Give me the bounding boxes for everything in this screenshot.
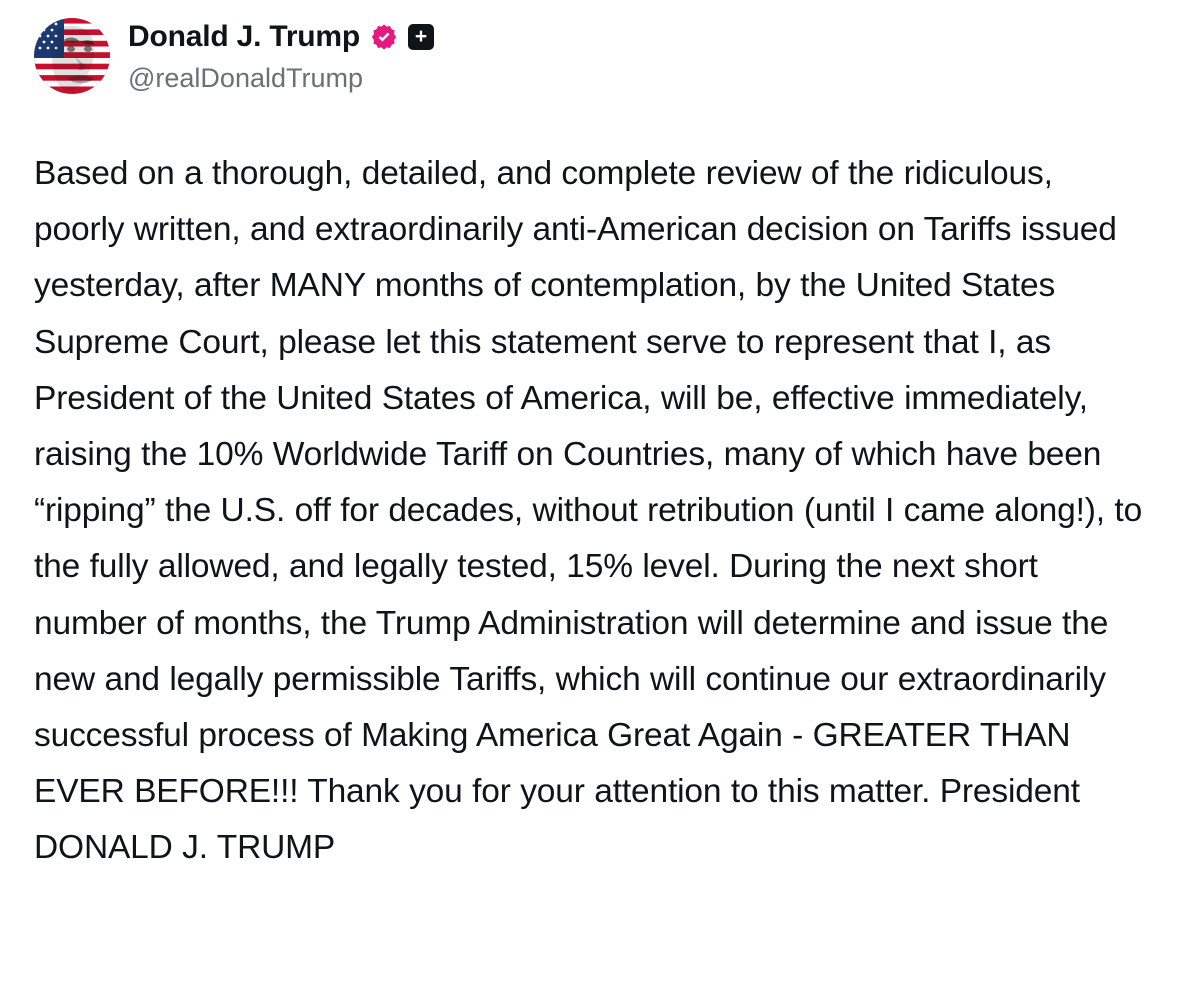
author-display-name[interactable]: Donald J. Trump [128,20,361,53]
author-identity [128,18,434,94]
author-handle[interactable]: @realDonaldTrump [128,63,363,93]
plus-badge-label: + [414,24,428,48]
avatar[interactable] [34,18,110,94]
plus-badge-icon [408,24,434,50]
author-name-row [128,22,434,52]
verified-check-icon [370,23,398,51]
post-text: Based on a thorough, detailed, and complete review of the ridiculous, poorly written, and extraordinarily anti-American decision on Tariffs issued yesterday, after MANY months of contemplation, by the United States Supreme Court, please let this statement serve to represent that I, as President of the United States of America, will be, effective immediately, raising the 10% Worldwide Tariff on Countries, many of which have been “ripping” the U.S. off for decades, without retribution (until I came along!), to the fully allowed, and legally tested, 15% level. During the next short number of months, the Trump Administration will determine and issue the new and legally permissible Tariffs, which will continue our extraordinarily successful process of Making America Great Again - GREATER THAN EVER BEFORE!!! Thank you for your attention to this matter. President DONALD J. TRUMP [34,155,1143,867]
post-header [34,18,1146,118]
